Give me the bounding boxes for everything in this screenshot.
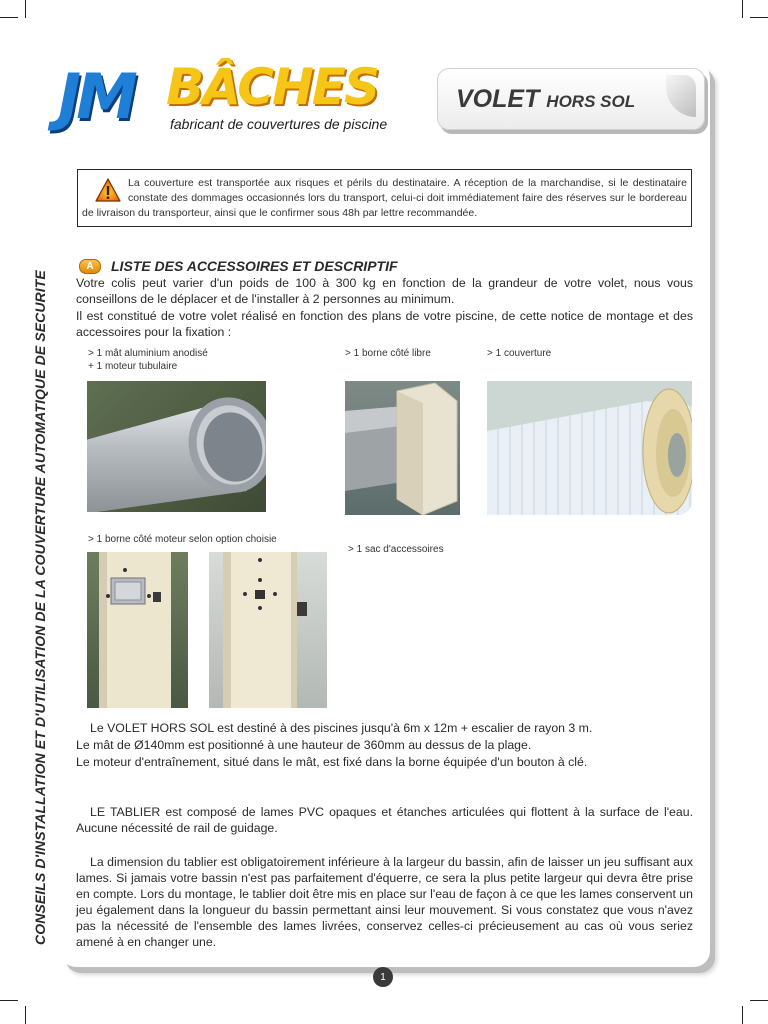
page-number: 1 bbox=[373, 967, 393, 987]
photo-borne-libre bbox=[345, 381, 460, 515]
caption-sac-accessoires: > 1 sac d'accessoires bbox=[348, 544, 444, 555]
photo-couverture bbox=[487, 381, 692, 515]
logo-tagline: fabricant de couvertures de piscine bbox=[170, 116, 388, 132]
crop-mark bbox=[25, 0, 26, 18]
intro-paragraph-contents: Il est constitué de votre volet réalisé en fonction des plans de votre piscine, de cette notice de montage et des accessoires pour la fixation : bbox=[76, 309, 693, 339]
title-main: VOLET bbox=[456, 85, 540, 113]
dimension-paragraph: La dimension du tablier est obligatoirement inférieure à la largeur du bassin, afin de laisser un jeu suffisant aux lames. Si jamais votre bassin n'est pas parfaitement d'équerre, ce sera la plus petite largeur qui devra être prise en compte. Lors du montage, le tablier doit être mis en place sur l'eau de façon à ce que les lames conservent un jeu également dans la longueur du bassin permettant ainsi leur mouvement. Si vous constatez que vous n'avez pas la nécessité de l'ensemble des lames livrées, conservez celles-ci précieusement au cas où vous seriez amené à en changer une. bbox=[76, 855, 693, 949]
logo-baches: BÂCHES bbox=[166, 58, 378, 116]
caption-mat: > 1 mât aluminium anodisé + 1 moteur tubulaire bbox=[88, 348, 208, 372]
page-curl-decoration bbox=[666, 75, 696, 117]
side-title: CONSEILS D'INSTALLATION ET D'UTILISATION DE LA COUVERTURE AUTOMATIQUE DE SECURITE bbox=[32, 270, 48, 945]
photo-borne-moteur-2 bbox=[209, 552, 327, 708]
crop-mark bbox=[742, 0, 743, 18]
intro-paragraph-weight: Votre colis peut varier d'un poids de 100 à 300 kg en fonction de la grandeur de votre volet, nous vous conseillons de le déplacer et de l'installer à 2 personnes au minimum. bbox=[76, 276, 693, 306]
section-title: LISTE DES ACCESSOIRES ET DESCRIPTIF bbox=[111, 258, 398, 274]
document-title bbox=[437, 68, 705, 130]
crop-mark bbox=[25, 1006, 26, 1024]
crop-mark bbox=[0, 17, 18, 18]
crop-mark bbox=[0, 1000, 18, 1001]
caption-couverture: > 1 couverture bbox=[487, 348, 552, 359]
warning-box bbox=[77, 169, 692, 227]
crop-mark bbox=[750, 1000, 768, 1001]
photo-aluminium-mat bbox=[87, 381, 266, 512]
description-line-mat: Le mât de Ø140mm est positionné à une hauteur de 360mm au dessus de la plage. bbox=[76, 738, 532, 752]
caption-borne-moteur: > 1 borne côté moteur selon option choisie bbox=[88, 534, 277, 545]
title-sub: HORS SOL bbox=[546, 92, 636, 111]
section-heading bbox=[79, 257, 398, 275]
crop-mark bbox=[750, 17, 768, 18]
company-logo bbox=[58, 56, 398, 146]
description-line-motor: Le moteur d'entraînement, situé dans le mât, est fixé dans la borne équipée d'un bouton à clé. bbox=[76, 755, 588, 769]
photo-borne-moteur-1 bbox=[87, 552, 188, 708]
description-line-pool-size: Le VOLET HORS SOL est destiné à des piscines jusqu'à 6m x 12m + escalier de rayon 3 m. bbox=[90, 721, 593, 735]
section-badge: A bbox=[79, 259, 101, 274]
warning-text: La couverture est transportée aux risques et périls du destinataire. A réception de la marchandise, si le destinataire constate des dommages occasionnés lors du transport, celui-ci doit immédiatement faire des réserves sur le bordereau de livraison du transporteur, ainsi que le confirmer sous 48h par lettre recommandée. bbox=[82, 177, 687, 219]
crop-mark bbox=[742, 1006, 743, 1024]
tablier-paragraph: LE TABLIER est composé de lames PVC opaques et étanches articulées qui flottent à la surface de l'eau. Aucune nécessité de rail de guidage. bbox=[76, 805, 693, 835]
logo-jm: JM bbox=[58, 60, 133, 133]
caption-borne-libre: > 1 borne côté libre bbox=[345, 348, 431, 359]
warning-triangle-icon bbox=[82, 177, 122, 203]
